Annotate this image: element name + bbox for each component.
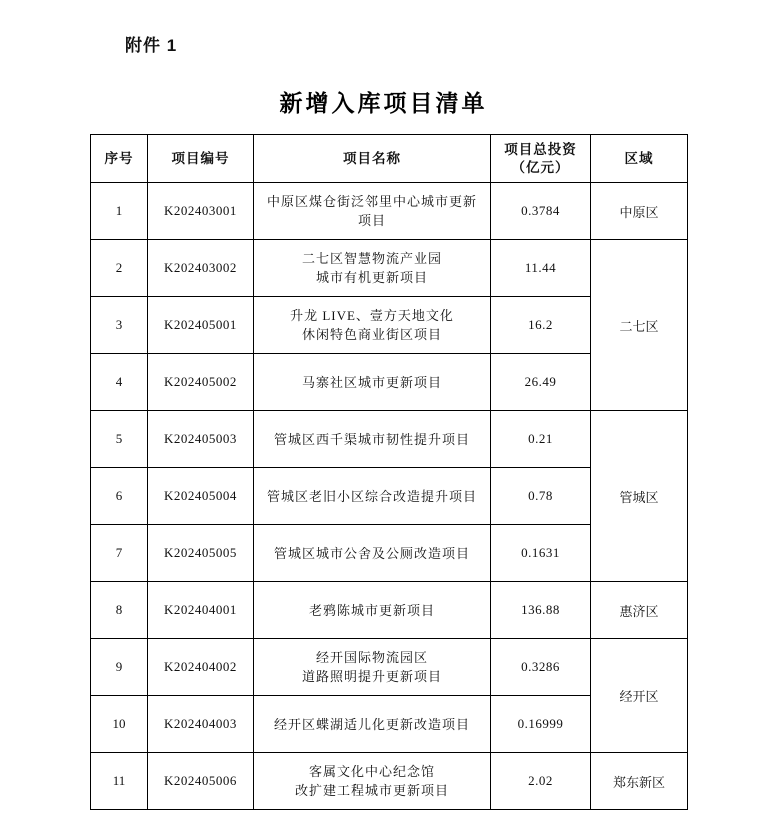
cell-project-code: K202405005 bbox=[148, 525, 254, 582]
column-header-code bbox=[148, 135, 254, 183]
cell-total-investment: 0.1631 bbox=[491, 525, 591, 582]
cell-total-investment: 0.21 bbox=[491, 411, 591, 468]
column-header-name-line: 项目名称 bbox=[343, 150, 401, 166]
cell-total-investment: 26.49 bbox=[491, 354, 591, 411]
cell-project-code: K202404002 bbox=[148, 639, 254, 696]
cell-project-code: K202403002 bbox=[148, 240, 254, 297]
table-row bbox=[91, 411, 688, 468]
project-name-line: 城市有机更新项目 bbox=[315, 270, 428, 285]
project-name-line: 马寨社区城市更新项目 bbox=[301, 374, 442, 390]
cell-serial-number: 3 bbox=[91, 297, 148, 354]
cell-project-name bbox=[254, 297, 491, 354]
column-header-no-line: 序号 bbox=[104, 150, 134, 166]
cell-project-name bbox=[254, 696, 491, 753]
cell-project-code: K202404001 bbox=[148, 582, 254, 639]
cell-total-investment: 0.3286 bbox=[491, 639, 591, 696]
project-name-line: 中原区煤仓街泛邻里中心城市更新 bbox=[266, 194, 477, 209]
column-header-region bbox=[591, 135, 688, 183]
cell-project-name bbox=[254, 753, 491, 810]
column-header-region-line: 区域 bbox=[624, 150, 654, 166]
table-row bbox=[91, 582, 688, 639]
column-header-investment bbox=[491, 135, 591, 183]
cell-project-name bbox=[254, 639, 491, 696]
page-title: 新增入库项目清单 bbox=[279, 90, 488, 116]
cell-project-code: K202405003 bbox=[148, 411, 254, 468]
cell-project-name bbox=[254, 468, 491, 525]
project-name-line: 管城区西千渠城市韧性提升项目 bbox=[273, 431, 470, 447]
table-row bbox=[91, 240, 688, 297]
cell-total-investment: 0.3784 bbox=[491, 183, 591, 240]
column-header-code-line: 项目编号 bbox=[171, 150, 230, 166]
cell-serial-number: 5 bbox=[91, 411, 148, 468]
cell-project-code: K202404003 bbox=[148, 696, 254, 753]
cell-total-investment: 0.16999 bbox=[491, 696, 591, 753]
project-name-line: 升龙 LIVE、壹方天地文化 bbox=[290, 308, 454, 323]
cell-serial-number: 2 bbox=[91, 240, 148, 297]
attachment-label: 附件 1 bbox=[125, 36, 178, 55]
column-header-investment-line: 项目总投资 bbox=[504, 141, 577, 157]
cell-project-name bbox=[254, 183, 491, 240]
cell-serial-number: 9 bbox=[91, 639, 148, 696]
projects-table bbox=[90, 134, 688, 810]
cell-serial-number: 1 bbox=[91, 183, 148, 240]
cell-region: 中原区 bbox=[591, 183, 688, 240]
project-name-line: 二七区智慧物流产业园 bbox=[301, 251, 442, 266]
project-name-line: 管城区城市公舍及公厕改造项目 bbox=[273, 545, 470, 561]
cell-project-code: K202403001 bbox=[148, 183, 254, 240]
table-row bbox=[91, 753, 688, 810]
projects-table-header bbox=[91, 135, 688, 183]
column-header-no bbox=[91, 135, 148, 183]
cell-total-investment: 2.02 bbox=[491, 753, 591, 810]
column-header-name bbox=[254, 135, 491, 183]
cell-region: 经开区 bbox=[591, 639, 688, 753]
cell-project-code: K202405004 bbox=[148, 468, 254, 525]
cell-region: 管城区 bbox=[591, 411, 688, 582]
project-name-line: 客属文化中心纪念馆 bbox=[308, 764, 435, 779]
cell-total-investment: 136.88 bbox=[491, 582, 591, 639]
header-row bbox=[91, 135, 688, 183]
cell-project-code: K202405001 bbox=[148, 297, 254, 354]
project-name-line: 改扩建工程城市更新项目 bbox=[294, 783, 449, 798]
table-row bbox=[91, 639, 688, 696]
cell-project-name bbox=[254, 354, 491, 411]
cell-total-investment: 11.44 bbox=[491, 240, 591, 297]
project-name-line: 休闲特色商业街区项目 bbox=[301, 327, 442, 342]
cell-serial-number: 11 bbox=[91, 753, 148, 810]
cell-serial-number: 6 bbox=[91, 468, 148, 525]
cell-project-name bbox=[254, 240, 491, 297]
project-name-line: 项目 bbox=[357, 213, 386, 228]
project-name-line: 管城区老旧小区综合改造提升项目 bbox=[266, 488, 477, 504]
cell-region: 二七区 bbox=[591, 240, 688, 411]
cell-serial-number: 4 bbox=[91, 354, 148, 411]
cell-project-code: K202405006 bbox=[148, 753, 254, 810]
cell-serial-number: 7 bbox=[91, 525, 148, 582]
project-name-line: 经开国际物流园区 bbox=[315, 650, 428, 665]
cell-total-investment: 0.78 bbox=[491, 468, 591, 525]
cell-project-name bbox=[254, 411, 491, 468]
project-name-line: 老鸦陈城市更新项目 bbox=[308, 602, 435, 618]
cell-serial-number: 8 bbox=[91, 582, 148, 639]
cell-region: 惠济区 bbox=[591, 582, 688, 639]
cell-serial-number: 10 bbox=[91, 696, 148, 753]
column-header-investment-line: （亿元） bbox=[511, 159, 570, 175]
cell-total-investment: 16.2 bbox=[491, 297, 591, 354]
cell-project-name bbox=[254, 525, 491, 582]
projects-table-body bbox=[91, 183, 688, 810]
project-name-line: 经开区蝶湖适儿化更新改造项目 bbox=[273, 716, 470, 732]
table-row bbox=[91, 183, 688, 240]
project-name-line: 道路照明提升更新项目 bbox=[301, 669, 442, 684]
cell-region: 郑东新区 bbox=[591, 753, 688, 810]
cell-project-code: K202405002 bbox=[148, 354, 254, 411]
cell-project-name bbox=[254, 582, 491, 639]
